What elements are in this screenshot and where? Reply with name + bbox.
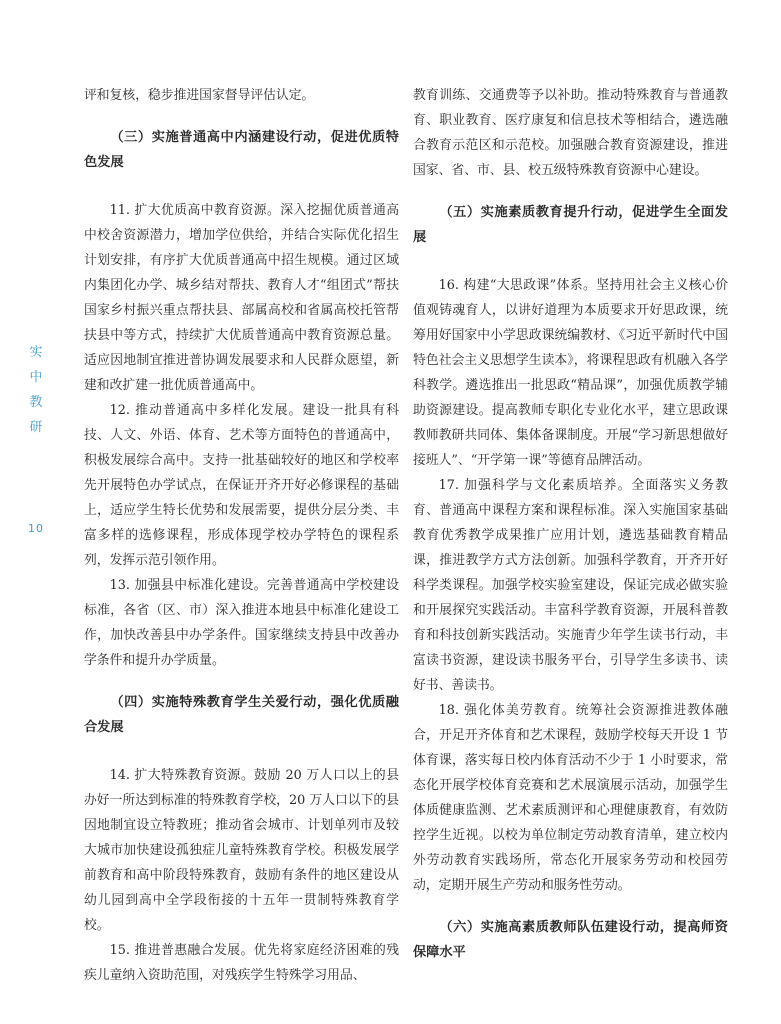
section-5-heading: （五）实施素质教育提升行动，促进学生全面发展 (413, 205, 728, 245)
sidebar-vertical-label (26, 340, 46, 440)
continued-paragraph: 教育训练、交通费等予以补助。推动特殊教育与普通教育、职业教育、医疗康复和信息技术等相结合，遴选融合教育示范区和示范校。加强融合教育资源建设，推进国家、省、市、县、校五级特殊教育资源中心建设。 (413, 88, 728, 178)
sidebar-label-text: 实 中 教 研 (29, 345, 43, 435)
section-4-heading: （四）实施特殊教育学生关爱行动，强化优质融合发展 (84, 695, 399, 735)
intro-paragraph: 评和复核，稳步推进国家督导评估认定。 (84, 88, 315, 103)
item-12-paragraph: 12. 推动普通高中多样化发展。建设一批具有科技、人文、外语、体育、艺术等方面特色的普通高中，积极发展综合高中。支持一批基础较好的地区和学校率先开展特色办学试点，在保证开齐开好必修课程的基础上，适应学生特长优势和发展需要，提供分层分类、丰富多样的选修课程，形成体现学校办学特色的课程系列，发挥示范引领作用。 (84, 403, 399, 568)
item-11-paragraph: 11. 扩大优质高中教育资源。深入挖掘优质普通高中校舍资源潜力，增加学位供给，并结合实际优化招生计划安排，有序扩大优质普通高中招生规模。通过区域内集团化办学、城乡结对帮扶、教育人才“组团式”帮扶国家乡村振兴重点帮扶县、部属高校和省属高校托管帮扶县中等方式，持续扩大优质普通高中教育资源总量。适应因地制宜推进普协调发展要求和人民群众愿望，新建和改扩建一批优质普通高中。 (84, 203, 399, 393)
left-column (84, 83, 399, 988)
right-column (413, 83, 728, 988)
item-13-paragraph: 13. 加强县中标准化建设。完善普通高中学校建设标准，各省（区、市）深入推进本地县中标准化建设工作，加快改善县中办学条件。国家继续支持县中改善办学条件和提升办学质量。 (84, 578, 399, 668)
page-number: 10 (28, 522, 44, 535)
item-17-paragraph: 17. 加强科学与文化素质培养。全面落实义务教育、普通高中课程方案和课程标准。深入实施国家基础教育优秀教学成果推广应用计划，遴选基础教育精品课，推进教学方式方法创新。加强科学教育，开齐开好科学类课程。加强学校实验室建设，保证完成必做实验和开展探究实践活动。丰富科学教育资源，开展科普教育和科技创新实践活动。实施青少年学生读书行动，丰富读书资源，建设读书服务平台，引导学生多读书、读好书、善读书。 (413, 478, 728, 693)
section-3-heading: （三）实施普通高中内涵建设行动，促进优质特色发展 (84, 130, 399, 170)
item-18-paragraph: 18. 强化体美劳教育。统筹社会资源推进教体融合，开足开齐体育和艺术课程，鼓励学校每天开设 1 节体育课，落实每日校内体育活动不少于 1 小时要求，常态化开展学校体育竞赛和艺术展演展示活动，加强学生体质健康监测、艺术素质测评和心理健康教育，有效防控学生近视。以校为单位制定劳动教育清单，建立校内外劳动教育实践场所，常态化开展家务劳动和校园劳动，定期开展生产劳动和服务性劳动。 (413, 703, 728, 893)
item-15-paragraph: 15. 推进普惠融合发展。优先将家庭经济困难的残疾儿童纳入资助范围，对残疾学生特殊学习用品、 (84, 943, 399, 983)
item-16-paragraph: 16. 构建“大思政课”体系。坚持用社会主义核心价值观铸魂育人，以讲好道理为本质要求开好思政课，统筹用好国家中小学思政课统编教材、《习近平新时代中国特色社会主义思想学生读本》，将课程思政有机融入各学科教学。遴选推出一批思政“精品课”，加强优质教学辅助资源建设。提高教师专职化专业化水平，建立思政课教师教研共同体、集体备课制度。开展“学习新思想做好接班人”、“开学第一课”等德育品牌活动。 (413, 278, 728, 468)
section-6-heading: （六）实施高素质教师队伍建设行动，提高师资保障水平 (413, 920, 728, 960)
item-14-paragraph: 14. 扩大特殊教育资源。鼓励 20 万人口以上的县办好一所达到标准的特殊教育学校，20 万人口以下的县因地制宜设立特教班；推动省会城市、计划单列市及较大城市加快建设孤独症儿童特殊教育学校。积极发展学前教育和高中阶段特殊教育，鼓励有条件的地区建设从幼儿园到高中全学段衔接的十五年一贯制特殊教育学校。 (84, 768, 399, 933)
